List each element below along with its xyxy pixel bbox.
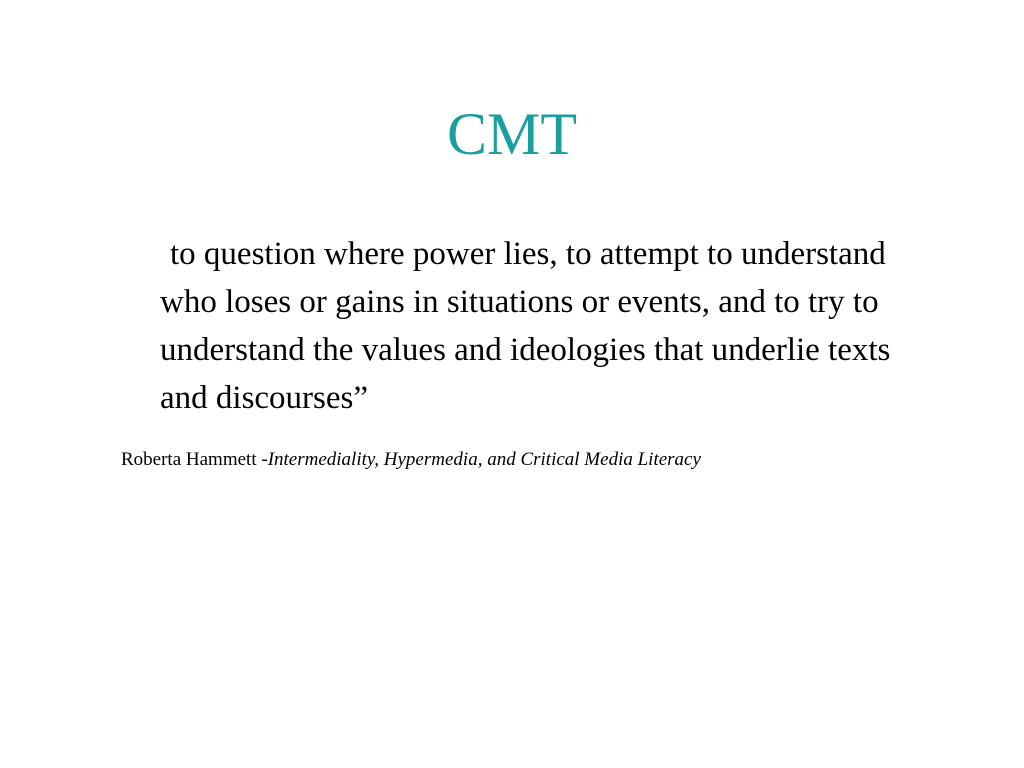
citation (121, 448, 981, 472)
citation-work-title: Intermediality, Hypermedia, and Critical Media Literacy (267, 449, 701, 470)
slide-title: CMT (446, 101, 578, 167)
quote-text (160, 230, 920, 422)
citation-author: Roberta Hammett - (121, 449, 268, 470)
quote-body: to question where power lies, to attempt to understand who loses or gains in situations or events, and to try to understand the values and ideologies that underlie texts and discourses” (160, 236, 891, 416)
